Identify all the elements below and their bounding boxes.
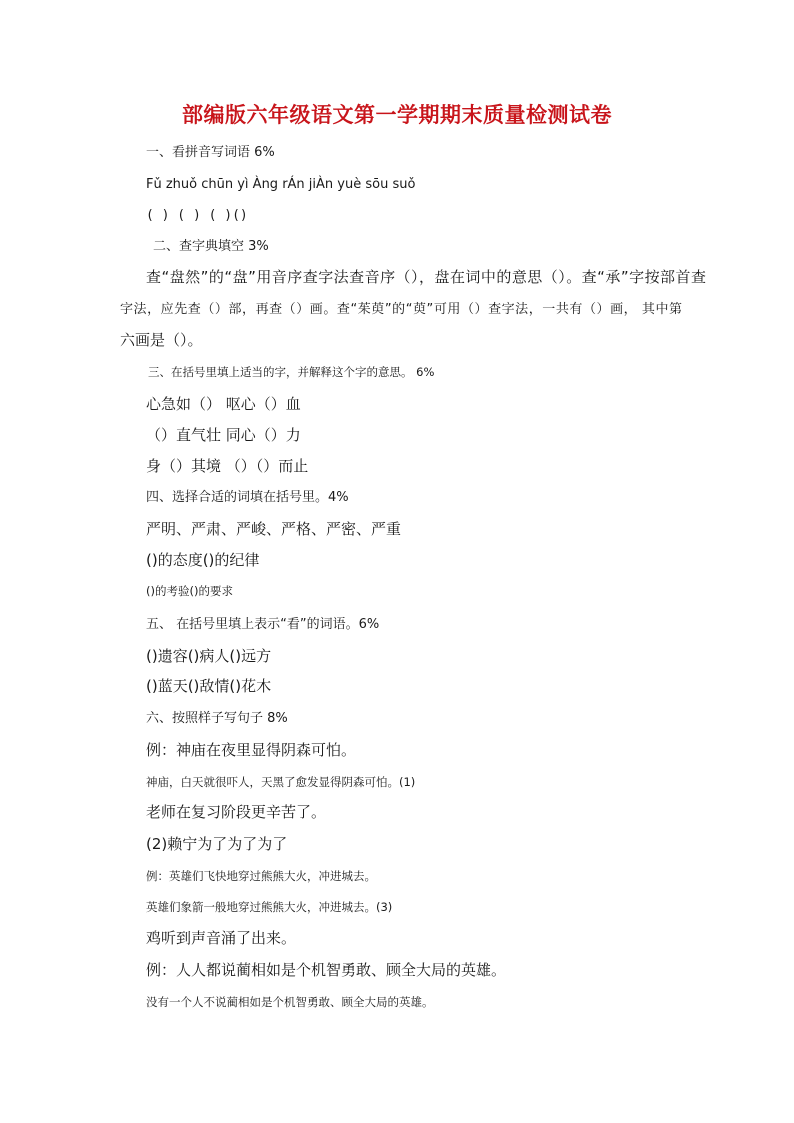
example-1-answer: 神庙，白天就很吓人，天黑了愈发显得阴森可怕。(1): [146, 775, 416, 789]
example-1: 例：神庙在夜里显得阴森可怕。: [146, 741, 357, 759]
section-4-word-list: 严明、严肃、严峻、严格、严密、严重: [146, 520, 402, 538]
page-title: 部编版六年级语文第一学期期末质量检测试卷: [182, 102, 612, 127]
example-2-answer: 英雄们象箭一般地穿过熊熊大火，冲进城去。(3): [146, 900, 393, 914]
section-5-blank-1: ()遗容()病人()远方: [146, 647, 272, 665]
example-2: 例：英雄们飞快地穿过熊熊大火，冲进城去。: [146, 869, 376, 883]
section-2-text-line-2: 字法，应先查（）部，再查（）画。查“茱萸”的“萸”可用（）查字法，一共有（）画， 其中第: [120, 302, 682, 317]
section-4-blank-1: ()的态度()的纪律: [146, 551, 260, 569]
section-3-item-3: 身（）其境 （）（）而止: [146, 457, 309, 475]
section-4-heading: 四、选择合适的词填在括号里。4%: [146, 490, 349, 505]
section-2-text-line-3: 六画是（）。: [120, 331, 203, 349]
example-3: 例：人人都说蔺相如是个机智勇敢、顾全大局的英雄。: [146, 961, 507, 979]
section-3-item-2: （）直气壮 同心（）力: [146, 426, 301, 444]
example-3-answer: 没有一个人不说蔺相如是个机智勇敢、顾全大局的英雄。: [146, 995, 434, 1009]
pinyin-line: Fǔ zhuǒ chūn yì Àng rÁn jiÀn yuè sōu suǒ: [146, 177, 416, 192]
answer-blanks: ( ) ( ) ( )(): [146, 208, 248, 223]
question-2: (2)赖宁为了为了为了: [146, 835, 288, 853]
section-1-heading: 一、看拼音写词语 6%: [146, 145, 275, 160]
section-5-heading: 五、 在括号里填上表示“看”的词语。6%: [146, 617, 380, 632]
section-2-text-line-1: 查“盘然”的“盘”用音序查字法查音序（），盘在词中的意思（）。查“承”字按部首查: [146, 268, 706, 286]
section-5-blank-2: ()蓝天()敌情()花木: [146, 677, 272, 695]
question-1: 老师在复习阶段更辛苦了。: [146, 803, 327, 821]
section-4-blank-2: ()的考验()的要求: [146, 584, 233, 598]
question-3: 鸡听到声音涌了出来。: [146, 929, 297, 947]
section-3-heading: 三、在括号里填上适当的字，并解释这个字的意思。 6%: [148, 365, 435, 379]
section-2-heading: 二、查字典填空 3%: [153, 239, 269, 254]
section-3-item-1: 心急如（） 呕心（）血: [146, 395, 301, 413]
section-6-heading: 六、按照样子写句子 8%: [146, 711, 288, 726]
